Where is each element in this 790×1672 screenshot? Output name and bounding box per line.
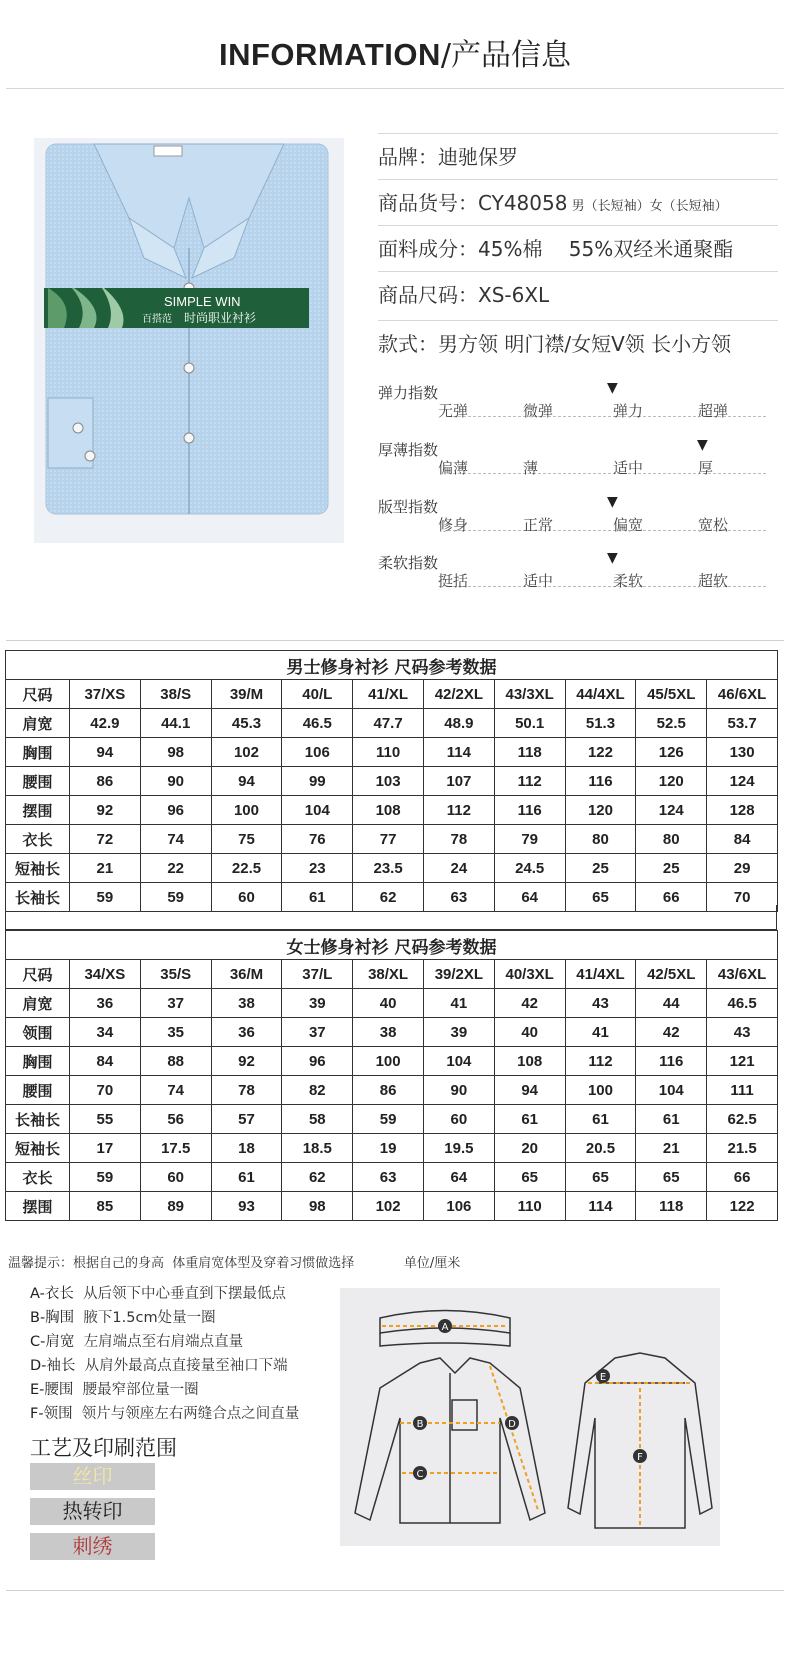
table-cell: 118 <box>494 738 565 767</box>
table-header-cell: 35/S <box>140 960 211 989</box>
shirt-illustration <box>34 138 344 543</box>
measurement-key: D-袖长 <box>30 1358 76 1374</box>
bottom-divider <box>6 1590 784 1591</box>
table-cell: 21 <box>70 854 141 883</box>
diagram-letter-a: A <box>441 1322 449 1333</box>
table-header-cell: 34/XS <box>70 960 141 989</box>
table-cell: 92 <box>211 1047 282 1076</box>
index-row <box>378 380 778 440</box>
table-cell: 41 <box>423 989 494 1018</box>
table-cell: 24 <box>423 854 494 883</box>
table-row-label: 短袖长 <box>6 1134 70 1163</box>
table-cell: 50.1 <box>494 709 565 738</box>
table-cell: 104 <box>636 1076 707 1105</box>
table-cell: 64 <box>494 883 565 912</box>
table-cell: 114 <box>565 1192 636 1221</box>
table-header-row <box>6 960 778 989</box>
index-option: 宽松 <box>698 516 729 534</box>
table-cell: 107 <box>423 767 494 796</box>
index-option: 修身 <box>438 516 469 534</box>
table-cell: 128 <box>707 796 778 825</box>
table-cell: 42 <box>636 1018 707 1047</box>
table-cell: 89 <box>140 1192 211 1221</box>
diagram-letter-c: C <box>416 1469 424 1480</box>
table-cell: 66 <box>707 1163 778 1192</box>
table-cell: 57 <box>211 1105 282 1134</box>
table-cell: 44.1 <box>140 709 211 738</box>
table-row <box>6 709 778 738</box>
table-cell: 126 <box>636 738 707 767</box>
index-marker-icon: ▼ <box>607 380 618 396</box>
table-row-label: 肩宽 <box>6 709 70 738</box>
table-row-label: 胸围 <box>6 1047 70 1076</box>
table-cell: 100 <box>353 1047 424 1076</box>
table-cell: 36 <box>211 1018 282 1047</box>
table-cell: 111 <box>707 1076 778 1105</box>
table-cell: 121 <box>707 1047 778 1076</box>
table-cell: 112 <box>494 767 565 796</box>
table-row <box>6 1105 778 1134</box>
table-cell: 60 <box>140 1163 211 1192</box>
table-header-cell: 尺码 <box>6 680 70 709</box>
measurement-key: F-领围 <box>30 1406 73 1422</box>
table-cell: 65 <box>494 1163 565 1192</box>
table-cell: 61 <box>211 1163 282 1192</box>
table-row-label: 摆围 <box>6 1192 70 1221</box>
table-cell: 102 <box>211 738 282 767</box>
diagram-letter-f: F <box>637 1452 643 1463</box>
table-header-cell: 40/L <box>282 680 353 709</box>
table-cell: 47.7 <box>353 709 424 738</box>
measurement-desc: 从后领下中心垂直到下摆最低点 <box>83 1286 287 1302</box>
table-cell: 93 <box>211 1192 282 1221</box>
table-cell: 46.5 <box>707 989 778 1018</box>
index-marker-icon: ▼ <box>697 437 708 453</box>
table-cell: 106 <box>282 738 353 767</box>
table-cell: 86 <box>70 767 141 796</box>
index-option: 偏薄 <box>438 459 469 477</box>
index-row <box>378 437 778 497</box>
table-cell: 43 <box>565 989 636 1018</box>
table-row-label: 衣长 <box>6 1163 70 1192</box>
table-cell: 23.5 <box>353 854 424 883</box>
table-row <box>6 1076 778 1105</box>
table-row <box>6 825 778 854</box>
table-row <box>6 989 778 1018</box>
table-cell: 20.5 <box>565 1134 636 1163</box>
table-cell: 25 <box>565 854 636 883</box>
measurement-item <box>30 1306 216 1327</box>
table-row <box>6 854 778 883</box>
index-option: 超弹 <box>698 402 729 420</box>
table-header-cell: 44/4XL <box>565 680 636 709</box>
label-sub-text: 时尚职业衬衫 <box>184 311 257 325</box>
table-cell: 60 <box>423 1105 494 1134</box>
table-cell: 59 <box>70 883 141 912</box>
table-cell: 48.9 <box>423 709 494 738</box>
page-title <box>0 30 790 74</box>
table-row-label: 长袖长 <box>6 1105 70 1134</box>
title-en: INFORMATION <box>218 37 441 72</box>
index-option: 厚 <box>698 459 714 477</box>
table-cell: 62 <box>353 883 424 912</box>
table-header-cell: 43/3XL <box>494 680 565 709</box>
index-marker-icon: ▼ <box>607 550 618 566</box>
table-cell: 37 <box>140 989 211 1018</box>
measurement-key: A-衣长 <box>30 1286 74 1302</box>
table-cell: 124 <box>636 796 707 825</box>
table-cell: 77 <box>353 825 424 854</box>
table-cell: 103 <box>353 767 424 796</box>
table-cell: 64 <box>423 1163 494 1192</box>
table-cell: 41 <box>565 1018 636 1047</box>
table-cell: 66 <box>636 883 707 912</box>
index-label: 弹力指数 <box>378 384 439 402</box>
craft-option-silkscreen: 丝印 <box>30 1463 155 1490</box>
table-header-cell: 38/S <box>140 680 211 709</box>
table-header-cell: 40/3XL <box>494 960 565 989</box>
table-cell: 20 <box>494 1134 565 1163</box>
label-main-text: SIMPLE WIN <box>164 294 241 309</box>
diagram-letter-e: E <box>599 1372 607 1383</box>
index-label: 版型指数 <box>378 498 439 516</box>
size-tip: 温馨提示：根据自己的身高 体重肩宽体型及穿着习惯做选择 单位/厘米 <box>8 1256 461 1271</box>
index-option: 无弹 <box>438 402 469 420</box>
craft-option-embroidery: 刺绣 <box>30 1533 155 1560</box>
table-row <box>6 1163 778 1192</box>
men-size-table <box>5 650 778 912</box>
table-cell: 22 <box>140 854 211 883</box>
table-cell: 112 <box>565 1047 636 1076</box>
table-cell: 110 <box>353 738 424 767</box>
table-cell: 98 <box>140 738 211 767</box>
table-cell: 96 <box>140 796 211 825</box>
table-cell: 88 <box>140 1047 211 1076</box>
table-cell: 65 <box>565 1163 636 1192</box>
table-caption-row <box>6 931 778 960</box>
table-cell: 84 <box>707 825 778 854</box>
table-row <box>6 796 778 825</box>
table-cell: 63 <box>353 1163 424 1192</box>
index-marker-icon: ▼ <box>607 494 618 510</box>
index-option: 偏宽 <box>613 516 644 534</box>
table-cell: 99 <box>282 767 353 796</box>
table-cell: 19.5 <box>423 1134 494 1163</box>
table-row <box>6 1134 778 1163</box>
measurement-desc: 腋下1.5cm处量一圈 <box>83 1310 216 1326</box>
table-cell: 34 <box>70 1018 141 1047</box>
table-caption: 女士修身衬衫 尺码参考数据 <box>6 931 778 960</box>
table-row <box>6 738 778 767</box>
table-row-label: 腰围 <box>6 1076 70 1105</box>
table-cell: 35 <box>140 1018 211 1047</box>
table-cell: 18.5 <box>282 1134 353 1163</box>
table-cell: 37 <box>282 1018 353 1047</box>
table-row-label: 长袖长 <box>6 883 70 912</box>
women-size-table <box>5 930 778 1221</box>
table-cell: 110 <box>494 1192 565 1221</box>
style-row: 款式：男方领 明门襟/女短V领 长小方领 <box>378 320 778 367</box>
table-cell: 78 <box>211 1076 282 1105</box>
shirt-diagram-illustration <box>340 1288 720 1546</box>
table-cell: 61 <box>494 1105 565 1134</box>
table-cell: 122 <box>565 738 636 767</box>
table-header-row <box>6 680 778 709</box>
table-cell: 52.5 <box>636 709 707 738</box>
table-cell: 85 <box>70 1192 141 1221</box>
index-option: 薄 <box>523 459 539 477</box>
table-cell: 61 <box>636 1105 707 1134</box>
table-cell: 96 <box>282 1047 353 1076</box>
table-cell: 59 <box>70 1163 141 1192</box>
measurement-key: B-胸围 <box>30 1310 75 1326</box>
table-cell: 40 <box>494 1018 565 1047</box>
table-cell: 84 <box>70 1047 141 1076</box>
index-row <box>378 550 778 610</box>
table-cell: 53.7 <box>707 709 778 738</box>
table-cell: 116 <box>636 1047 707 1076</box>
table-cell: 55 <box>70 1105 141 1134</box>
table-cell: 94 <box>211 767 282 796</box>
table-row <box>6 1047 778 1076</box>
table-row <box>6 1192 778 1221</box>
index-option: 适中 <box>523 572 554 590</box>
measurement-desc: 腰最窄部位量一圈 <box>82 1382 199 1398</box>
table-cell: 23 <box>282 854 353 883</box>
index-option: 弹力 <box>613 402 644 420</box>
table-cell: 98 <box>282 1192 353 1221</box>
table-cell: 108 <box>353 796 424 825</box>
table-caption-row <box>6 651 778 680</box>
index-option: 柔软 <box>613 572 644 590</box>
index-option: 超软 <box>698 572 729 590</box>
measurement-diagram <box>340 1288 720 1546</box>
item-no-row <box>378 179 778 226</box>
table-cell: 43 <box>707 1018 778 1047</box>
table-cell: 39 <box>282 989 353 1018</box>
table-cell: 65 <box>636 1163 707 1192</box>
table-cell: 86 <box>353 1076 424 1105</box>
index-scale-line <box>448 473 766 474</box>
table-row-label: 领围 <box>6 1018 70 1047</box>
table-cell: 92 <box>70 796 141 825</box>
table-cell: 62.5 <box>707 1105 778 1134</box>
measurement-item <box>30 1402 299 1423</box>
table-row-label: 摆围 <box>6 796 70 825</box>
table-header-cell: 42/5XL <box>636 960 707 989</box>
table-cell: 21 <box>636 1134 707 1163</box>
table-cell: 38 <box>211 989 282 1018</box>
table-cell: 61 <box>565 1105 636 1134</box>
measurement-desc: 左肩端点至右肩端点直量 <box>83 1334 244 1350</box>
index-option: 正常 <box>523 516 554 534</box>
table-cell: 74 <box>140 1076 211 1105</box>
table-header-cell: 46/6XL <box>707 680 778 709</box>
table-row <box>6 767 778 796</box>
table-cell: 75 <box>211 825 282 854</box>
table-header-cell: 尺码 <box>6 960 70 989</box>
table-cell: 100 <box>211 796 282 825</box>
section-divider <box>6 640 784 641</box>
table-cell: 46.5 <box>282 709 353 738</box>
table-cell: 116 <box>565 767 636 796</box>
table-cell: 124 <box>707 767 778 796</box>
table-cell: 56 <box>140 1105 211 1134</box>
item-no: 商品货号：CY48058 <box>378 191 568 215</box>
table-cell: 62 <box>282 1163 353 1192</box>
table-row <box>6 1018 778 1047</box>
item-no-suffix: 男（长短袖）女（长短袖） <box>567 199 728 214</box>
table-cell: 79 <box>494 825 565 854</box>
table-header-cell: 37/XS <box>70 680 141 709</box>
table-cell: 114 <box>423 738 494 767</box>
table-cell: 116 <box>494 796 565 825</box>
table-row-label: 衣长 <box>6 825 70 854</box>
table-cell: 90 <box>140 767 211 796</box>
table-cell: 45.3 <box>211 709 282 738</box>
table-cell: 39 <box>423 1018 494 1047</box>
table-cell: 17 <box>70 1134 141 1163</box>
table-header-cell: 39/M <box>211 680 282 709</box>
table-cell: 108 <box>494 1047 565 1076</box>
measurement-key: C-肩宽 <box>30 1334 75 1350</box>
table-cell: 61 <box>282 883 353 912</box>
table-cell: 17.5 <box>140 1134 211 1163</box>
table-header-cell: 43/6XL <box>707 960 778 989</box>
measurement-desc: 领片与领座左右两缝合点之间直量 <box>81 1406 300 1422</box>
table-cell: 60 <box>211 883 282 912</box>
table-cell: 18 <box>211 1134 282 1163</box>
table-cell: 106 <box>423 1192 494 1221</box>
table-cell: 74 <box>140 825 211 854</box>
measurement-key: E-腰围 <box>30 1382 74 1398</box>
index-label: 厚薄指数 <box>378 441 439 459</box>
measurement-item <box>30 1330 243 1351</box>
table-cell: 76 <box>282 825 353 854</box>
table-cell: 24.5 <box>494 854 565 883</box>
index-option: 微弹 <box>523 402 554 420</box>
table-cell: 120 <box>636 767 707 796</box>
label-tag-text: 百搭范 <box>142 314 172 325</box>
index-label: 柔软指数 <box>378 554 439 572</box>
table-cell: 51.3 <box>565 709 636 738</box>
table-header-cell: 45/5XL <box>636 680 707 709</box>
table-cell: 112 <box>423 796 494 825</box>
table-header-cell: 39/2XL <box>423 960 494 989</box>
table-cell: 59 <box>353 1105 424 1134</box>
table-cell: 42 <box>494 989 565 1018</box>
table-row-label: 胸围 <box>6 738 70 767</box>
table-cell: 36 <box>70 989 141 1018</box>
table-cell: 44 <box>636 989 707 1018</box>
table-cell: 104 <box>282 796 353 825</box>
table-cell: 90 <box>423 1076 494 1105</box>
table-cell: 58 <box>282 1105 353 1134</box>
table-cell: 94 <box>494 1076 565 1105</box>
table-row-label: 腰围 <box>6 767 70 796</box>
table-cell: 63 <box>423 883 494 912</box>
table-cell: 70 <box>707 883 778 912</box>
table-cell: 82 <box>282 1076 353 1105</box>
table-cell: 65 <box>565 883 636 912</box>
table-header-cell: 36/M <box>211 960 282 989</box>
table-cell: 100 <box>565 1076 636 1105</box>
index-row <box>378 494 778 554</box>
table-cell: 42.9 <box>70 709 141 738</box>
table-cell: 29 <box>707 854 778 883</box>
fabric-row: 面料成分：45%棉 55%双经米通聚酯 <box>378 225 778 272</box>
table-cell: 104 <box>423 1047 494 1076</box>
header-divider <box>6 88 784 89</box>
product-image <box>34 138 344 543</box>
craft-title: 工艺及印刷范围 <box>30 1436 177 1460</box>
measurement-item <box>30 1354 288 1375</box>
table-cell: 59 <box>140 883 211 912</box>
measurement-item <box>30 1282 286 1303</box>
table-cell: 70 <box>70 1076 141 1105</box>
table-cell: 118 <box>636 1192 707 1221</box>
table-row-label: 肩宽 <box>6 989 70 1018</box>
table-cell: 72 <box>70 825 141 854</box>
diagram-letter-d: D <box>508 1419 516 1430</box>
table-cell: 80 <box>636 825 707 854</box>
table-cell: 94 <box>70 738 141 767</box>
table-header-cell: 37/L <box>282 960 353 989</box>
title-cn: /产品信息 <box>440 38 571 73</box>
table-cell: 102 <box>353 1192 424 1221</box>
table-cell: 22.5 <box>211 854 282 883</box>
table-header-cell: 41/4XL <box>565 960 636 989</box>
brand-row: 品牌：迪驰保罗 <box>378 133 778 180</box>
table-cell: 38 <box>353 1018 424 1047</box>
table-header-cell: 42/2XL <box>423 680 494 709</box>
table-cell: 25 <box>636 854 707 883</box>
table-cell: 78 <box>423 825 494 854</box>
sizes-row: 商品尺码：XS-6XL <box>378 271 778 318</box>
table-cell: 80 <box>565 825 636 854</box>
index-option: 挺括 <box>438 572 469 590</box>
table-cell: 19 <box>353 1134 424 1163</box>
table-header-cell: 38/XL <box>353 960 424 989</box>
table-cell: 120 <box>565 796 636 825</box>
table-cell: 40 <box>353 989 424 1018</box>
diagram-letter-b: B <box>416 1419 424 1430</box>
measurement-desc: 从肩外最高点直接量至袖口下端 <box>84 1358 288 1374</box>
craft-option-heat-transfer: 热转印 <box>30 1498 155 1525</box>
measurement-item <box>30 1378 199 1399</box>
index-option: 适中 <box>613 459 644 477</box>
table-header-cell: 41/XL <box>353 680 424 709</box>
table-caption: 男士修身衬衫 尺码参考数据 <box>6 651 778 680</box>
table-cell: 122 <box>707 1192 778 1221</box>
table-row-label: 短袖长 <box>6 854 70 883</box>
table-gap <box>5 905 777 930</box>
table-cell: 21.5 <box>707 1134 778 1163</box>
table-cell: 130 <box>707 738 778 767</box>
